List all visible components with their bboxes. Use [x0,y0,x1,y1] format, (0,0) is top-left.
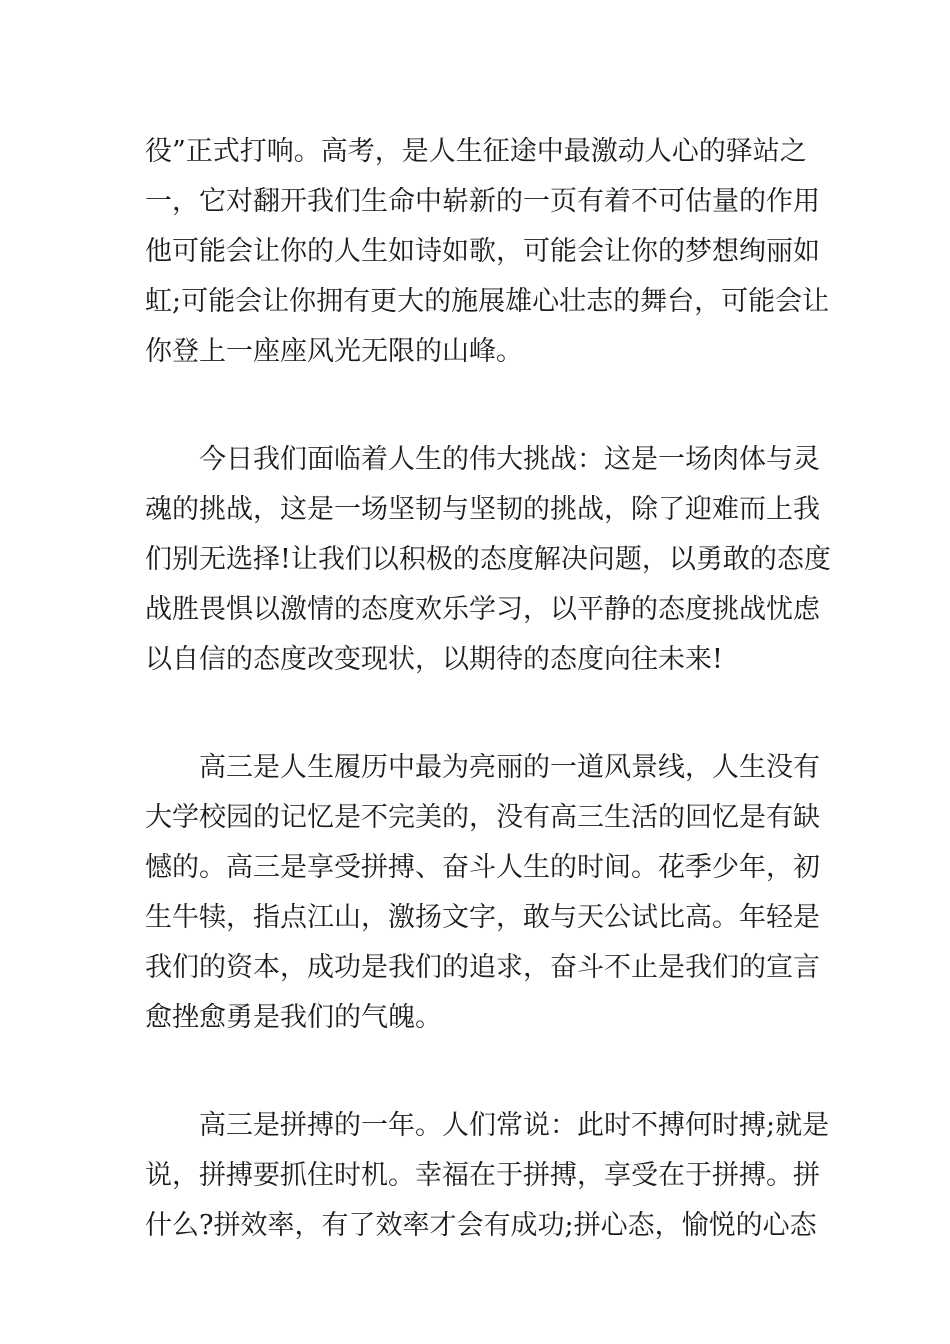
text-line: 高三是拼搏的一年。人们常说：此时不搏何时搏;就是 [199,1110,830,1141]
paragraph-4 [145,1101,830,1251]
text-line: 憾的。高三是享受拼搏、奋斗人生的时间。花季少年，初 [145,852,820,883]
text-line: 魂的挑战，这是一场坚韧与坚韧的挑战，除了迎难而上我 [145,494,820,525]
text-line: 以自信的态度改变现状，以期待的态度向往未来! [145,644,723,675]
text-line: 役”正式打响。高考，是人生征途中最激动人心的驿站之 [145,136,807,167]
document-body [145,127,831,1251]
text-line: 一，它对翻开我们生命中崭新的一页有着不可估量的作用 [145,186,820,217]
text-line: 虹;可能会让你拥有更大的施展雄心壮志的舞台，可能会让 [145,286,830,317]
text-line: 他可能会让你的人生如诗如歌，可能会让你的梦想绚丽如 [145,236,820,267]
text-line: 战胜畏惧以激情的态度欢乐学习，以平静的态度挑战忧虑 [145,594,820,625]
paragraph-spacer [145,1043,815,1101]
paragraph-3 [145,743,820,1043]
text-line: 我们的资本，成功是我们的追求，奋斗不止是我们的宣言 [145,952,820,983]
text-line: 生牛犊，指点江山，激扬文字，敢与天公试比高。年轻是 [145,902,820,933]
text-line: 你登上一座座风光无限的山峰。 [145,336,523,367]
text-line: 大学校园的记忆是不完美的，没有高三生活的回忆是有缺 [145,802,820,833]
paragraph-2 [145,435,831,685]
paragraph-1 [145,127,830,377]
text-line: 说，拼搏要抓住时机。幸福在于拼搏，享受在于拼搏。拼 [145,1160,820,1191]
text-line: 们别无选择!让我们以积极的态度解决问题，以勇敢的态度 [145,544,831,575]
text-line: 愈挫愈勇是我们的气魄。 [145,1002,442,1033]
text-line: 什么?拼效率，有了效率才会有成功;拼心态，愉悦的心态 [145,1210,817,1241]
text-line: 高三是人生履历中最为亮丽的一道风景线，人生没有 [199,752,820,783]
paragraph-spacer [145,685,815,743]
text-line: 今日我们面临着人生的伟大挑战：这是一场肉体与灵 [199,444,820,475]
paragraph-spacer [145,377,815,435]
